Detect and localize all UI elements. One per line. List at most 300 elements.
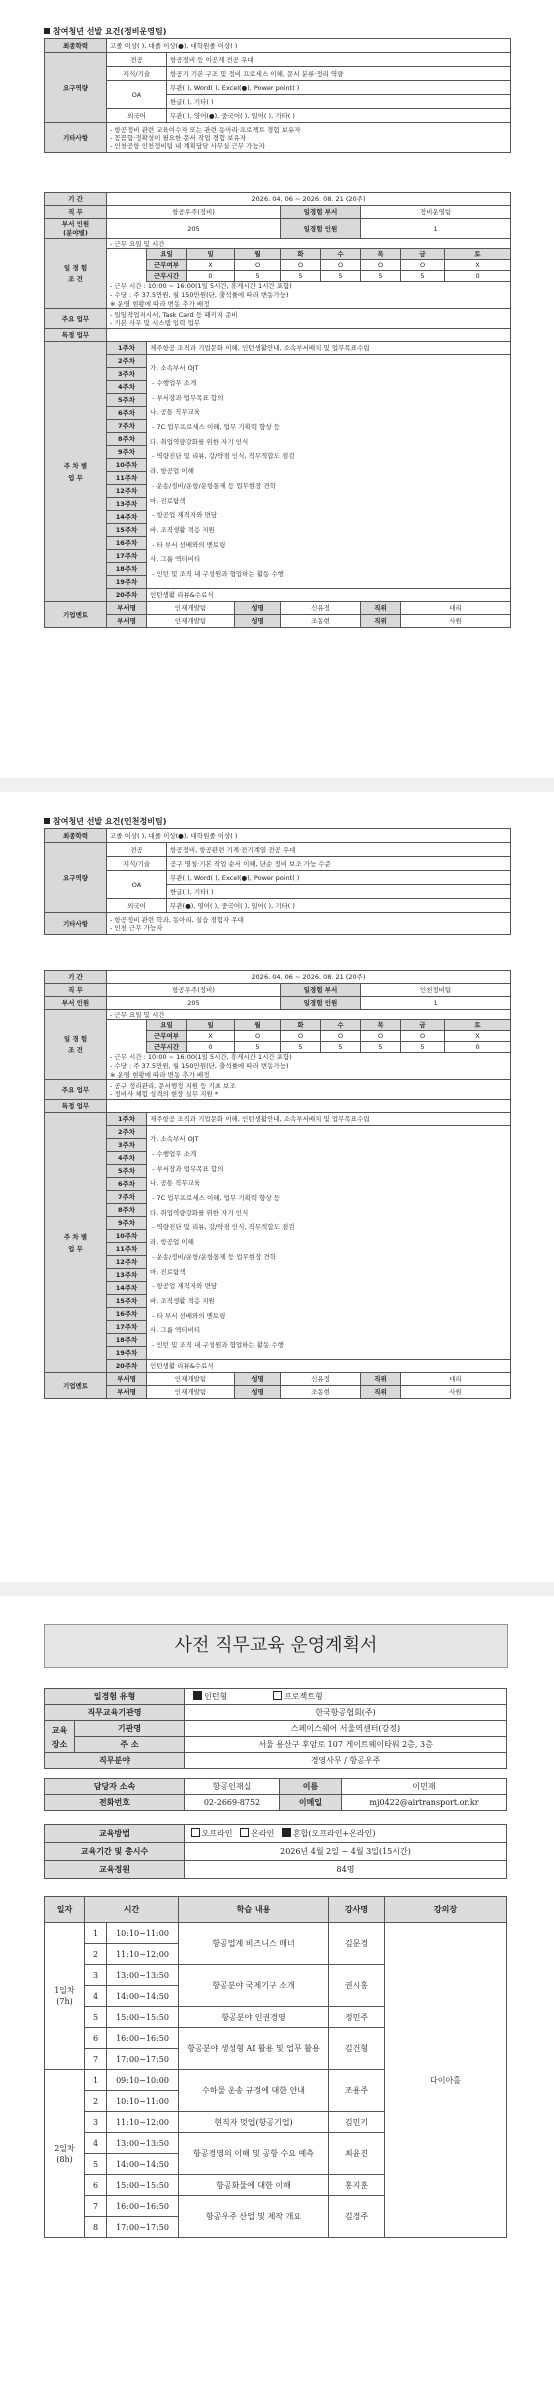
- place-label-line: 교육: [51, 1724, 68, 1735]
- week-label: 1주차: [107, 1113, 147, 1126]
- week-line: - 운송/정비/운항/운항통제 등 업무현장 견학: [150, 481, 276, 490]
- week-label: 3주차: [107, 1139, 147, 1152]
- week-line: - 7C 업무프로세스 이해, 업무 기획력 향상 등: [150, 1194, 281, 1203]
- dur-value: 2026년 4월 2일 ~ 4월 3일(15시간): [185, 1843, 507, 1861]
- sched-time: 13:00~13:50: [107, 2133, 179, 2154]
- section-title-1: [44, 26, 166, 37]
- day-header-cell: 목: [361, 1020, 401, 1031]
- method-label: 교육방법: [45, 1825, 185, 1843]
- job-value: 항공우주(정비): [107, 206, 281, 219]
- sched-time: 10:10~11:00: [107, 2091, 179, 2112]
- week-line: 라. 항공업 이해: [150, 1238, 194, 1247]
- work-day-cell: 근무여부: [147, 1031, 187, 1042]
- weekly-label: 주 차 별 업 무: [45, 342, 107, 602]
- mentor-name: 신유정: [281, 602, 361, 615]
- page-gap: [0, 1582, 554, 1596]
- mentor-dept: 인재개발팀: [147, 1373, 235, 1386]
- week-label: 13주차: [107, 498, 147, 511]
- cond-top: - 근무 요일 및 시간: [107, 239, 511, 249]
- weekly-label: 주 차 별 업 무: [45, 1113, 107, 1373]
- major-value: 항공정비 등 이공계 전공 우대: [167, 53, 511, 67]
- oa-label: OA: [107, 871, 167, 899]
- week-line: 가. 소속부서 OJT: [150, 364, 199, 373]
- week-label: 13주차: [107, 1269, 147, 1282]
- special-label: 특정 업무: [45, 1100, 107, 1113]
- week-label: 19주차: [107, 1347, 147, 1360]
- place-label: [45, 1721, 75, 1753]
- week-label: 11주차: [107, 1243, 147, 1256]
- main-line: - 기본 사무 및 시스템 입력 업무: [110, 318, 201, 327]
- week-label: 3주차: [107, 368, 147, 381]
- work-day-cell: 근무여부: [147, 260, 187, 271]
- sched-content: 현직자 멋업(항공기업): [179, 2112, 329, 2133]
- week-label: 6주차: [107, 1178, 147, 1191]
- period-value: 2026. 04. 06 ~ 2026. 08. 21 (20주): [107, 193, 511, 206]
- staff-value: 205: [107, 219, 281, 239]
- week-line: - 인턴 및 조직 내 구성원과 협업하는 활동 수행: [150, 1341, 284, 1350]
- sched-time: 10:10~11:00: [107, 1923, 179, 1944]
- page-1: [0, 0, 554, 760]
- cond-line: ※ 운영 현황에 따라 변동 추가 배정: [107, 1071, 511, 1080]
- week-line: 가. 소속부서 OJT: [150, 1135, 199, 1144]
- work-day-cell: O: [401, 260, 445, 271]
- etc-line: - 인천공항 인천정비팀 내 계획담당 사무실 근무 가능자: [110, 141, 265, 150]
- week-line: 다. 취업역량강화를 위한 자기 인식: [150, 437, 249, 446]
- checkbox-checked-icon: [282, 1828, 291, 1837]
- week-label: 11주차: [107, 472, 147, 485]
- work-day-cell: X: [187, 260, 235, 271]
- major-value: 항공정비, 항공관련 기계·전기계열 전공 우대: [167, 843, 511, 857]
- cond-pad: [107, 260, 147, 271]
- req-label: 요구역량: [45, 843, 107, 913]
- sched-instructor: 최윤진: [329, 2133, 385, 2175]
- week-label: 8주차: [107, 1204, 147, 1217]
- week-line: 라. 항공업 이해: [150, 467, 194, 476]
- mentor-name-label: 성명: [235, 615, 281, 628]
- mentor-dept-label: 부서명: [107, 1373, 147, 1386]
- work-day-cell: O: [401, 1031, 445, 1042]
- mentor-pos: 대리: [401, 1373, 511, 1386]
- worker-label: 일경험 인원: [281, 219, 361, 239]
- sched-content: 항공분야 국제기구 소개: [179, 1965, 329, 2007]
- etc-lines: [107, 913, 511, 935]
- week-lines: [147, 1126, 511, 1360]
- mentor-pos-label: 직위: [361, 602, 401, 615]
- oa-line-2: 한글( ), 기타( ): [167, 885, 511, 899]
- week-label: 6주차: [107, 407, 147, 420]
- week-line: - 부서장과 업무목표 합의: [150, 393, 224, 402]
- skill-label: 지식/기술: [107, 67, 167, 81]
- method-mixed: 혼합(오프라인+온라인): [292, 1829, 376, 1838]
- sched-time: 15:00~15:50: [107, 2007, 179, 2028]
- week-label: 17주차: [107, 1321, 147, 1334]
- week-line: - 항공업 재직자와 면담: [150, 1282, 218, 1291]
- week-line: - 역량진단 및 리뷰, 강/약점 인식, 직무적합도 점검: [150, 1223, 295, 1232]
- lang-value: 무관(●), 영어( ), 중국어( ), 일어( ), 기타( ): [167, 899, 511, 913]
- week-label: 1주차: [107, 342, 147, 355]
- week-line: 나. 공통 직무교육: [150, 408, 201, 417]
- mentor-name-label: 성명: [235, 1386, 281, 1399]
- week-label: 20주차: [107, 1360, 147, 1373]
- work-hours-cell: 5: [281, 1042, 321, 1053]
- type-options: [185, 1689, 507, 1705]
- type-label: 일경험 유형: [45, 1689, 185, 1705]
- week-label: 17주차: [107, 550, 147, 563]
- week-label: 4주차: [107, 1152, 147, 1165]
- sched-time: 11:10~12:00: [107, 2112, 179, 2133]
- work-hours-cell: 5: [401, 1042, 445, 1053]
- major-label: 전공: [107, 843, 167, 857]
- page-2: [0, 792, 554, 1572]
- requirements-table-2: [44, 828, 511, 935]
- job-label: 직 무: [45, 206, 107, 219]
- sched-content: 항공화물에 대한 이해: [179, 2175, 329, 2196]
- lang-label: 외국어: [107, 899, 167, 913]
- day-header-cell: 수: [321, 249, 361, 260]
- name-label: 이름: [280, 1779, 342, 1795]
- edu-contact-table: [44, 1778, 507, 1811]
- week-line: - 인턴 및 조직 내 구성원과 협업하는 활동 수행: [150, 570, 284, 579]
- sched-day: 2일차 (8h): [45, 2070, 85, 2238]
- tel-label: 전화번호: [45, 1795, 185, 1811]
- staff-label: 부서 인원: [45, 997, 107, 1010]
- work-day-cell: O: [321, 260, 361, 271]
- week-line: 바. 조직생활 적응 지원: [150, 1296, 215, 1305]
- week-label: 18주차: [107, 1334, 147, 1347]
- etc-label: 기타사항: [45, 123, 107, 153]
- etc-line: - 항공정비 관련 학과, 동아리, 실습 경험자 우대: [110, 915, 244, 924]
- mentor-dept: 인재개발팀: [147, 615, 235, 628]
- sched-period: 2: [85, 2091, 107, 2112]
- skill-value: 항공기 기본 구조 및 정비 프로세스 이해, 문서 분류·정리 역량: [167, 67, 511, 81]
- week-line: 사. 그룹 액티비티: [150, 1326, 201, 1335]
- sched-period: 7: [85, 2196, 107, 2217]
- type-option-intern: 인턴형: [204, 1692, 228, 1701]
- day-header-cell: 월: [235, 249, 281, 260]
- mentor-name: 조동현: [281, 1386, 361, 1399]
- work-hours-cell: 근무시간: [147, 271, 187, 282]
- day-header-cell: 요일: [147, 1020, 187, 1031]
- sched-time: 17:00~17:50: [107, 2049, 179, 2070]
- sched-instructor: 정민주: [329, 2007, 385, 2028]
- sched-period: 3: [85, 1965, 107, 1986]
- method-options: [185, 1825, 507, 1843]
- email-label: 이메일: [280, 1795, 342, 1811]
- sched-period: 3: [85, 2112, 107, 2133]
- week-line: 나. 공통 직무교육: [150, 1179, 201, 1188]
- org-value: 한국항공협회(주): [185, 1705, 507, 1721]
- period-label: 기 간: [45, 193, 107, 206]
- sched-content: 수하물 운송 규정에 대한 안내: [179, 2070, 329, 2112]
- week-label: 19주차: [107, 576, 147, 589]
- page-3: [0, 1596, 554, 2383]
- sched-instructor: 권시홍: [329, 1965, 385, 2007]
- day-header-cell: 화: [281, 249, 321, 260]
- week-label: 15주차: [107, 1295, 147, 1308]
- edu-value: 고졸 이상( ), 대졸 이상(●), 대학원졸 이상( ): [107, 829, 511, 843]
- email-value: mj0422@airtransport.or.kr: [342, 1795, 507, 1811]
- sched-time: 09:10~10:00: [107, 2070, 179, 2091]
- work-day-cell: O: [235, 1031, 281, 1042]
- inst-value: 스페이스쉐어 서울역센터(강정): [185, 1721, 507, 1737]
- sched-time: 13:00~13:50: [107, 1965, 179, 1986]
- week-label: 10주차: [107, 1230, 147, 1243]
- skill-label: 지식/기술: [107, 857, 167, 871]
- sched-header-time: 시간: [85, 1897, 179, 1923]
- work-day-cell: O: [235, 260, 281, 271]
- work-hours-cell: 0: [187, 1042, 235, 1053]
- edu-method-table: [44, 1824, 507, 1879]
- day-header-cell: 월: [235, 1020, 281, 1031]
- section-title-text: 참여청년 선발 요건(인천정비팀): [53, 817, 167, 826]
- inst-label: 기관명: [75, 1721, 185, 1737]
- etc-label: 기타사항: [45, 913, 107, 935]
- mentor-dept-label: 부서명: [107, 1386, 147, 1399]
- work-day-cell: O: [361, 1031, 401, 1042]
- week-label: 12주차: [107, 485, 147, 498]
- main-lines: [107, 1080, 511, 1100]
- mentor-label: 기업멘토: [45, 602, 107, 628]
- main-label: 주요 업무: [45, 309, 107, 329]
- week-label: 15주차: [107, 524, 147, 537]
- cond-pad: [107, 271, 147, 282]
- work-day-cell: O: [281, 260, 321, 271]
- main-line: - 공구 정리관리, 문서행정 지원 등 기초 보조: [110, 1081, 236, 1090]
- mentor-name: 조동현: [281, 615, 361, 628]
- work-hours-cell: 0: [445, 1042, 511, 1053]
- week-line: 사. 그룹 액티비티: [150, 555, 201, 564]
- tel-value: 02-2669-8752: [185, 1795, 280, 1811]
- sched-period: 7: [85, 2049, 107, 2070]
- mgr-value: 항공인재실: [185, 1779, 280, 1795]
- type-option-project: 프로젝트형: [284, 1692, 323, 1701]
- mentor-dept: 인재개발팀: [147, 602, 235, 615]
- requirements-table-1: [44, 38, 511, 153]
- dept-label: 일경험 부서: [281, 206, 361, 219]
- method-offline: 오프라인: [201, 1829, 233, 1838]
- week-label: 2주차: [107, 1126, 147, 1139]
- period-label: 기 간: [45, 971, 107, 984]
- cond-line: - 근무 시간 : 10:00 ~ 16:00(1일 5시간, 휴게시간 1시간 포함): [107, 282, 511, 291]
- addr-label: 주 소: [75, 1737, 185, 1753]
- sched-header-content: 학습 내용: [179, 1897, 329, 1923]
- work-hours-cell: 5: [235, 271, 281, 282]
- field-value: 경영사무 / 항공우주: [185, 1753, 507, 1769]
- sched-time: 14:00~14:50: [107, 1986, 179, 2007]
- sched-content: 항공분야 인권경영: [179, 2007, 329, 2028]
- day-header-cell: 목: [361, 249, 401, 260]
- sched-content: 항공분야 생성형 AI 활용 및 업무 활용: [179, 2028, 329, 2070]
- cond-pad: [107, 1020, 147, 1031]
- checkbox-empty-icon: [240, 1828, 249, 1837]
- cond-line: ※ 운영 현황에 따라 변동 추가 배정: [107, 300, 511, 309]
- sched-period: 1: [85, 1923, 107, 1944]
- edu-info-table: [44, 1688, 507, 1769]
- week-label: 7주차: [107, 1191, 147, 1204]
- week-lines: [147, 355, 511, 589]
- sched-header-venue: 강의장: [385, 1897, 507, 1923]
- sched-period: 6: [85, 2028, 107, 2049]
- sched-header-instructor: 강사명: [329, 1897, 385, 1923]
- week1-value: 제주항공 조직과 기업문화 이해, 인턴생활안내, 소속부서배치 및 업무목표수립: [147, 342, 511, 355]
- mentor-pos: 대리: [401, 602, 511, 615]
- name-value: 이민재: [342, 1779, 507, 1795]
- work-hours-cell: 5: [281, 271, 321, 282]
- week-line: - 타 부서 선배와의 멘토링: [150, 1311, 226, 1320]
- cap-value: 84명: [185, 1861, 507, 1879]
- oa-label: OA: [107, 81, 167, 109]
- mentor-dept-label: 부서명: [107, 615, 147, 628]
- job-label: 직 무: [45, 984, 107, 997]
- sched-instructor: 홍지훈: [329, 2175, 385, 2196]
- week1-value: 제주항공 조직과 기업문화 이해, 인턴생활안내, 소속부서배치 및 업무목표수립: [147, 1113, 511, 1126]
- work-day-cell: O: [321, 1031, 361, 1042]
- lang-label: 외국어: [107, 109, 167, 123]
- addr-value: 서울 용산구 후암로 107 게이트웨이타워 2층, 3층: [185, 1737, 507, 1753]
- org-label: 직무교육기관명: [45, 1705, 185, 1721]
- special-label: 특정 업무: [45, 329, 107, 342]
- cond-pad: [107, 1042, 147, 1053]
- period-value: 2026. 04. 06 ~ 2026. 08. 21 (20주): [107, 971, 511, 984]
- sched-instructor: 김건형: [329, 2028, 385, 2070]
- sched-time: 16:00~16:50: [107, 2028, 179, 2049]
- sched-period: 1: [85, 2070, 107, 2091]
- week-label: 12주차: [107, 1256, 147, 1269]
- sched-content: 항공우주 산업 및 제작 개요: [179, 2196, 329, 2238]
- oa-line-1: 무관( ), Word( ), Excel(●), Power point( ): [167, 81, 511, 95]
- special-value: [107, 329, 511, 342]
- sched-period: 4: [85, 2133, 107, 2154]
- sched-period: 5: [85, 2007, 107, 2028]
- cond-line: - 수당 : 주 37.5만원, 월 150만원(단, 출석률에 따라 변동가능): [107, 1062, 511, 1071]
- etc-lines: [107, 123, 511, 153]
- week-label: 7주차: [107, 420, 147, 433]
- dur-label: 교육기간 및 총시수: [45, 1843, 185, 1861]
- worker-value: 1: [361, 219, 511, 239]
- work-hours-cell: 5: [321, 271, 361, 282]
- sched-venue: 다이아홀: [385, 1923, 507, 2238]
- week-label: 5주차: [107, 1165, 147, 1178]
- week-line: - 수행업무 소개: [150, 378, 197, 387]
- week-label: 18주차: [107, 563, 147, 576]
- sched-period: 8: [85, 2217, 107, 2238]
- page-gap: [0, 778, 554, 792]
- cond-pad: [107, 1031, 147, 1042]
- week-line: 마. 진로탐색: [150, 496, 186, 505]
- week-label: 14주차: [107, 1282, 147, 1295]
- sched-instructor: 김경주: [329, 2196, 385, 2238]
- cap-label: 교육정원: [45, 1861, 185, 1879]
- sched-content: 항공업계 비즈니스 매너: [179, 1923, 329, 1965]
- staff-label: 부서 인원 (분야별): [45, 219, 107, 239]
- job-table-2: [44, 970, 511, 1399]
- sched-instructor: 김민기: [329, 2112, 385, 2133]
- mentor-name-label: 성명: [235, 602, 281, 615]
- checkbox-empty-icon: [273, 1691, 282, 1700]
- week-label: 9주차: [107, 1217, 147, 1230]
- week-line: - 수행업무 소개: [150, 1149, 197, 1158]
- sched-header-date: 일자: [45, 1897, 85, 1923]
- work-hours-cell: 근무시간: [147, 1042, 187, 1053]
- work-day-cell: O: [361, 260, 401, 271]
- worker-value: 1: [361, 997, 511, 1010]
- week-line: - 타 부서 선배와의 멘토링: [150, 540, 226, 549]
- mentor-dept-label: 부서명: [107, 602, 147, 615]
- work-day-cell: X: [445, 1031, 511, 1042]
- work-hours-cell: 5: [361, 1042, 401, 1053]
- main-label: 주요 업무: [45, 1080, 107, 1100]
- sched-time: 15:00~15:50: [107, 2175, 179, 2196]
- mentor-dept: 인재개발팀: [147, 1386, 235, 1399]
- cond-label: 일 경 험 조 건: [45, 239, 107, 309]
- week-line: - 운송/정비/운항/운항통제 등 업무현장 견학: [150, 1252, 276, 1261]
- week-line: - 항공업 재직자와 면담: [150, 511, 218, 520]
- job-value: 항공우주(정비): [107, 984, 281, 997]
- week-label: 9주차: [107, 446, 147, 459]
- sched-instructor: 조용주: [329, 2070, 385, 2112]
- cond-line: - 수당 : 주 37.5만원, 월 150만원(단, 출석률에 따라 변동가능): [107, 291, 511, 300]
- work-hours-cell: 0: [187, 271, 235, 282]
- checkbox-checked-icon: [193, 1691, 202, 1700]
- worker-label: 일경험 인원: [281, 997, 361, 1010]
- edu-label: 최종학력: [45, 39, 107, 53]
- week-label: 2주차: [107, 355, 147, 368]
- mentor-name: 신유정: [281, 1373, 361, 1386]
- sched-time: 11:10~12:00: [107, 1944, 179, 1965]
- week-label: 16주차: [107, 1308, 147, 1321]
- work-hours-cell: 5: [361, 271, 401, 282]
- week-label: 4주차: [107, 381, 147, 394]
- day-header-cell: 일: [187, 249, 235, 260]
- week-line: 마. 진로탐색: [150, 1267, 186, 1276]
- section-title-text: 참여청년 선발 요건(정비운영팀): [53, 27, 167, 36]
- sched-period: 2: [85, 1944, 107, 1965]
- day-header-cell: 요일: [147, 249, 187, 260]
- sched-time: 17:00~17:50: [107, 2217, 179, 2238]
- sched-content: 항공경영의 이해 및 공항 수요 예측: [179, 2133, 329, 2175]
- mentor-pos: 사원: [401, 1386, 511, 1399]
- mentor-pos-label: 직위: [361, 1386, 401, 1399]
- etc-line: - 항공정비 관련 교육이수자 또는 관련 동아리·프로젝트 경험 보유자: [110, 125, 301, 134]
- main-line: - 정비사 체험 성격의 현장 실무 지원 *: [110, 1089, 218, 1098]
- edu-label: 최종학력: [45, 829, 107, 843]
- sched-instructor: 김문경: [329, 1923, 385, 1965]
- sched-period: 6: [85, 2175, 107, 2196]
- mentor-name-label: 성명: [235, 1373, 281, 1386]
- day-header-cell: 금: [401, 1020, 445, 1031]
- lang-value: 무관( ), 영어(●), 중국어( ), 일어( ), 기타( ): [167, 109, 511, 123]
- day-header-cell: 토: [445, 249, 511, 260]
- cond-label: 일 경 험 조 건: [45, 1010, 107, 1080]
- day-header-cell: 토: [445, 1020, 511, 1031]
- special-value: [107, 1100, 511, 1113]
- method-online: 온라인: [251, 1829, 275, 1838]
- week-label: 5주차: [107, 394, 147, 407]
- work-day-cell: X: [187, 1031, 235, 1042]
- checkbox-empty-icon: [191, 1828, 200, 1837]
- week-line: - 부서장과 업무목표 합의: [150, 1164, 224, 1173]
- week-line: 바. 조직생활 적응 지원: [150, 525, 215, 534]
- main-line: - 일일작업지시서, Task Card 등 패키지 준비: [110, 310, 238, 319]
- sched-period: 5: [85, 2154, 107, 2175]
- skill-value: 공구 명칭·기본 작업 순서 이해, 단순 정비 보조 가능 수준: [167, 857, 511, 871]
- mentor-pos-label: 직위: [361, 615, 401, 628]
- week-label: 20주차: [107, 589, 147, 602]
- week-line: - 7C 업무프로세스 이해, 업무 기획력 향상 등: [150, 423, 281, 432]
- place-label-line: 장소: [51, 1738, 68, 1749]
- staff-value: 205: [107, 997, 281, 1010]
- sched-time: 14:00~14:50: [107, 2154, 179, 2175]
